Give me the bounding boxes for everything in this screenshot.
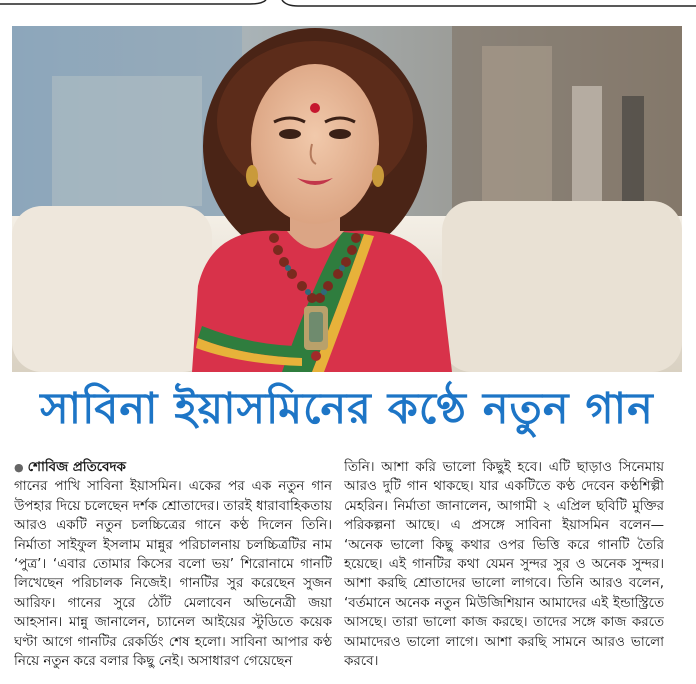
bullet-icon: ● bbox=[14, 461, 24, 474]
article-column-left bbox=[14, 458, 332, 682]
article-headline: সাবিনা ইয়াসমিনের কণ্ঠে নতুন গান bbox=[40, 384, 654, 434]
byline bbox=[14, 458, 332, 477]
body-text-right: তিনি। আশা করি ভালো কিছুই হবে। এটি ছাড়াও সিনেমায় আরও দুটি গান থাকছে। যার একটিতে কণ্ঠ দেবেন কণ্ঠশিল্পী মেহরিন। নির্মাতা জানালেন, আগামী ২ এপ্রিল ছবিটি মুক্তির পরিকল্পনা আছে। এ প্রসঙ্গে সাবিনা ইয়াসমিন বলেন— ‘অনেক ভালো কিছু কথার ওপর ভিত্তি করে গানটি তৈরি হয়েছে। এই গানটির কথা যেমন সুন্দর সুর ও অনেক সুন্দর। আশা করছি শ্রোতাদের ভালো লাগবে। তিনি আরও বলেন, ‘বর্তমানে অনেক নতুন মিউজিশিয়ান আমাদের এই ইন্ডাস্ট্রিতে আসছে। তারা ভালো কাজ করছে। তাদের সঙ্গে কাজ করতে আমাদেরও ভালো লাগে। আশা করছি সামনে আরও ভালো করবে। bbox=[344, 460, 664, 670]
article-photo bbox=[12, 26, 682, 372]
top-frame-lines bbox=[0, 0, 696, 14]
body-text-left: গানের পাখি সাবিনা ইয়াসমিন। একের পর এক নতুন গান উপহার দিয়ে চলেছেন দর্শক শ্রোতাদের। তারই ধারাবাহিকতায় আরও একটি নতুন চলচ্চিত্রের গানে কণ্ঠ দিলেন তিনি। নির্মাতা সাইফুল ইসলাম মান্নুর পরিচালনায় চলচ্চিত্রটির নাম ‘পুত্র’। ‘এবার তোমার কিসের বলো ভয়’ শিরোনামে গানটি লিখেছেন পরিচালক নিজেই। গানটির সুর করেছেন সুজন আরিফ। গানের সুরে ঠোঁট মেলাবেন অভিনেত্রী জয়া আহসান। মান্নু জানালেন, চ্যানেল আইয়ের স্টুডিতে কয়েক ঘণ্টা আগে গানটির রেকর্ডিং শেষ হলো। সাবিনা আপার কণ্ঠ নিয়ে নতুন করে বলার কিছু নেই। অসাধারণ গেয়েছেন bbox=[14, 479, 332, 670]
byline-text: শোবিজ প্রতিবেদক bbox=[27, 460, 126, 475]
article-column-right bbox=[344, 458, 664, 682]
